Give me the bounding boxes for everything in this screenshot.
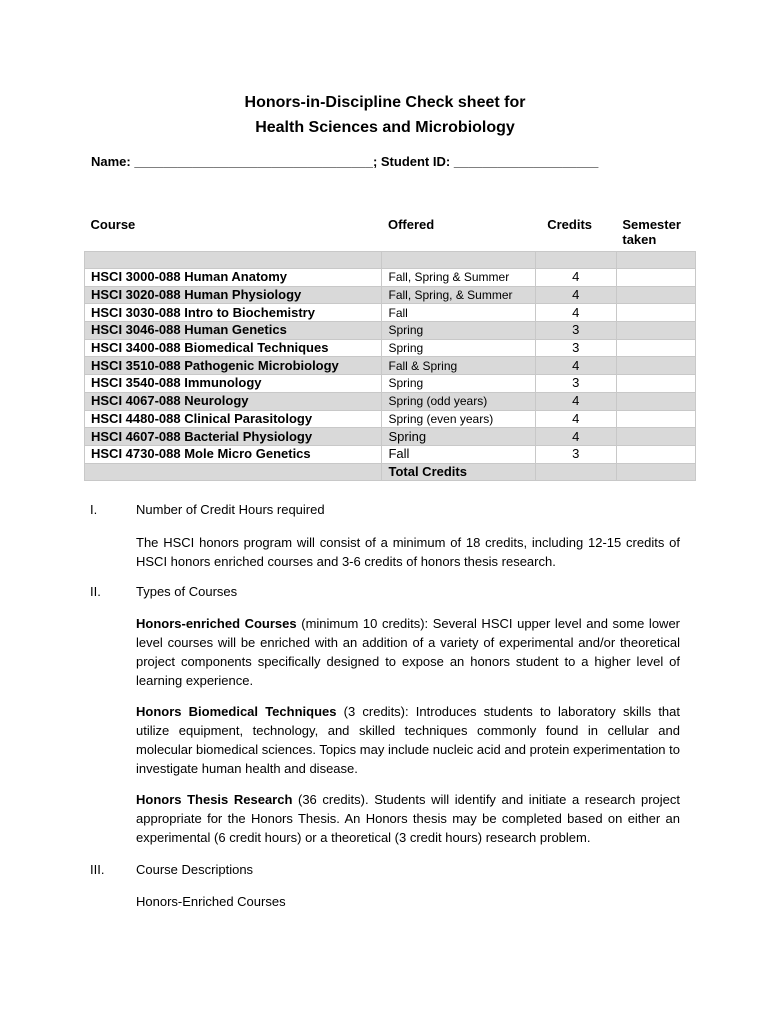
- biomedical-term: Honors Biomedical Techniques: [136, 704, 337, 719]
- course-semester-taken: [616, 445, 695, 463]
- header-semester: Semester taken: [622, 217, 681, 247]
- header-offered: Offered: [387, 217, 435, 232]
- table-row: [85, 375, 696, 393]
- header-credits: Credits: [547, 217, 593, 232]
- table-row: [85, 392, 696, 410]
- table-row: [85, 304, 696, 322]
- course-name: HSCI 3046-088 Human Genetics: [85, 322, 382, 340]
- course-name: HSCI 3510-088 Pathogenic Microbiology: [85, 357, 382, 375]
- section-heading: Number of Credit Hours required: [136, 502, 325, 517]
- table-row: [85, 339, 696, 357]
- course-credits: 4: [535, 410, 616, 428]
- course-name: HSCI 4480-088 Clinical Parasitology: [85, 410, 382, 428]
- course-name: HSCI 3540-088 Immunology: [85, 375, 382, 393]
- course-offered: Spring (even years): [382, 410, 535, 428]
- course-name: HSCI 3020-088 Human Physiology: [85, 286, 382, 304]
- table-row: [85, 410, 696, 428]
- section-heading: Course Descriptions: [136, 862, 254, 877]
- course-semester-taken: [616, 339, 695, 357]
- section-numeral: I.: [90, 502, 98, 517]
- course-offered: Fall & Spring: [382, 357, 535, 375]
- course-credits: 3: [535, 445, 616, 463]
- course-semester-taken: [616, 357, 695, 375]
- section-numeral: II.: [90, 584, 101, 599]
- course-credits: 3: [535, 322, 616, 340]
- course-semester-taken: [616, 410, 695, 428]
- course-credits: 4: [535, 392, 616, 410]
- table-row: [85, 269, 696, 287]
- program-paragraph: The HSCI honors program will consist of a minimum of 18 credits, including 12-15 credits of HSCI honors enriched courses and 3-6 credits of honors thesis research.: [136, 535, 680, 569]
- course-name: HSCI 4067-088 Neurology: [85, 392, 382, 410]
- biomedical-description: (3 credits): Introduces students to laboratory skills that utilize equipment, technology, and skilled techniques commonly found in cellular and molecular biomedical sciences. Topics may include nucleic acid and protein experimentation to investigate human health and disease.: [136, 704, 680, 776]
- header-course: Course: [90, 217, 136, 232]
- course-credits: 3: [535, 375, 616, 393]
- course-offered: Spring: [382, 428, 535, 446]
- course-name: HSCI 3400-088 Biomedical Techniques: [85, 339, 382, 357]
- course-credits: 4: [535, 357, 616, 375]
- course-semester-taken: [616, 269, 695, 287]
- table-header-row: [85, 217, 696, 252]
- total-credits-label: Total Credits: [382, 463, 535, 481]
- course-offered: Spring: [382, 339, 535, 357]
- section-heading: Types of Courses: [136, 584, 238, 599]
- course-credits: 4: [535, 286, 616, 304]
- course-offered: Spring (odd years): [382, 392, 535, 410]
- table-row: [85, 357, 696, 375]
- course-credits: 3: [535, 339, 616, 357]
- table-row: [85, 445, 696, 463]
- thesis-description: (36 credits). Students will identify and initiate a research project appropriate for the Honors Thesis. An Honors thesis may be completed based on either an experimental (6 credit hours) or a theoretical (3 credit hours) research problem.: [136, 792, 680, 845]
- course-semester-taken: [616, 375, 695, 393]
- course-offered: Fall: [382, 304, 535, 322]
- biomedical-paragraph: [136, 702, 680, 778]
- table-spacer-row: [85, 252, 696, 269]
- course-semester-taken: [616, 322, 695, 340]
- course-offered: Fall, Spring & Summer: [382, 269, 535, 287]
- course-name: HSCI 3030-088 Intro to Biochemistry: [85, 304, 382, 322]
- course-checklist-table: [84, 217, 696, 481]
- course-semester-taken: [616, 286, 695, 304]
- thesis-paragraph: [136, 790, 680, 847]
- course-semester-taken: [616, 304, 695, 322]
- table-row: [85, 428, 696, 446]
- document-title-line2: Health Sciences and Microbiology: [255, 119, 515, 136]
- course-name: HSCI 4607-088 Bacterial Physiology: [85, 428, 382, 446]
- course-semester-taken: [616, 392, 695, 410]
- table-row: [85, 322, 696, 340]
- course-semester-taken: [616, 428, 695, 446]
- course-name: HSCI 3000-088 Human Anatomy: [85, 269, 382, 287]
- course-offered: Fall, Spring, & Summer: [382, 286, 535, 304]
- name-student-id-line: Name: _________________________________; Student ID: ____________________: [91, 154, 599, 169]
- course-offered: Spring: [382, 375, 535, 393]
- table-row: [85, 286, 696, 304]
- course-credits: 4: [535, 304, 616, 322]
- document-title-line1: Honors-in-Discipline Check sheet for: [244, 94, 526, 111]
- section-numeral: III.: [90, 862, 105, 877]
- course-credits: 4: [535, 269, 616, 287]
- course-offered: Spring: [382, 322, 535, 340]
- enriched-description: (minimum 10 credits): Several HSCI upper level and some lower level courses will be enriched with an addition of a variety of experimental and/or theoretical project components specifically designed to expose an honors student to a higher level of learning experience.: [136, 616, 680, 688]
- enriched-courses-subheading: Honors-Enriched Courses: [136, 894, 286, 909]
- total-row: [85, 463, 696, 481]
- enriched-paragraph: [136, 614, 680, 690]
- enriched-term: Honors-enriched Courses: [136, 616, 297, 631]
- course-offered: Fall: [382, 445, 535, 463]
- thesis-term: Honors Thesis Research: [136, 792, 293, 807]
- course-credits: 4: [535, 428, 616, 446]
- course-name: HSCI 4730-088 Mole Micro Genetics: [85, 445, 382, 463]
